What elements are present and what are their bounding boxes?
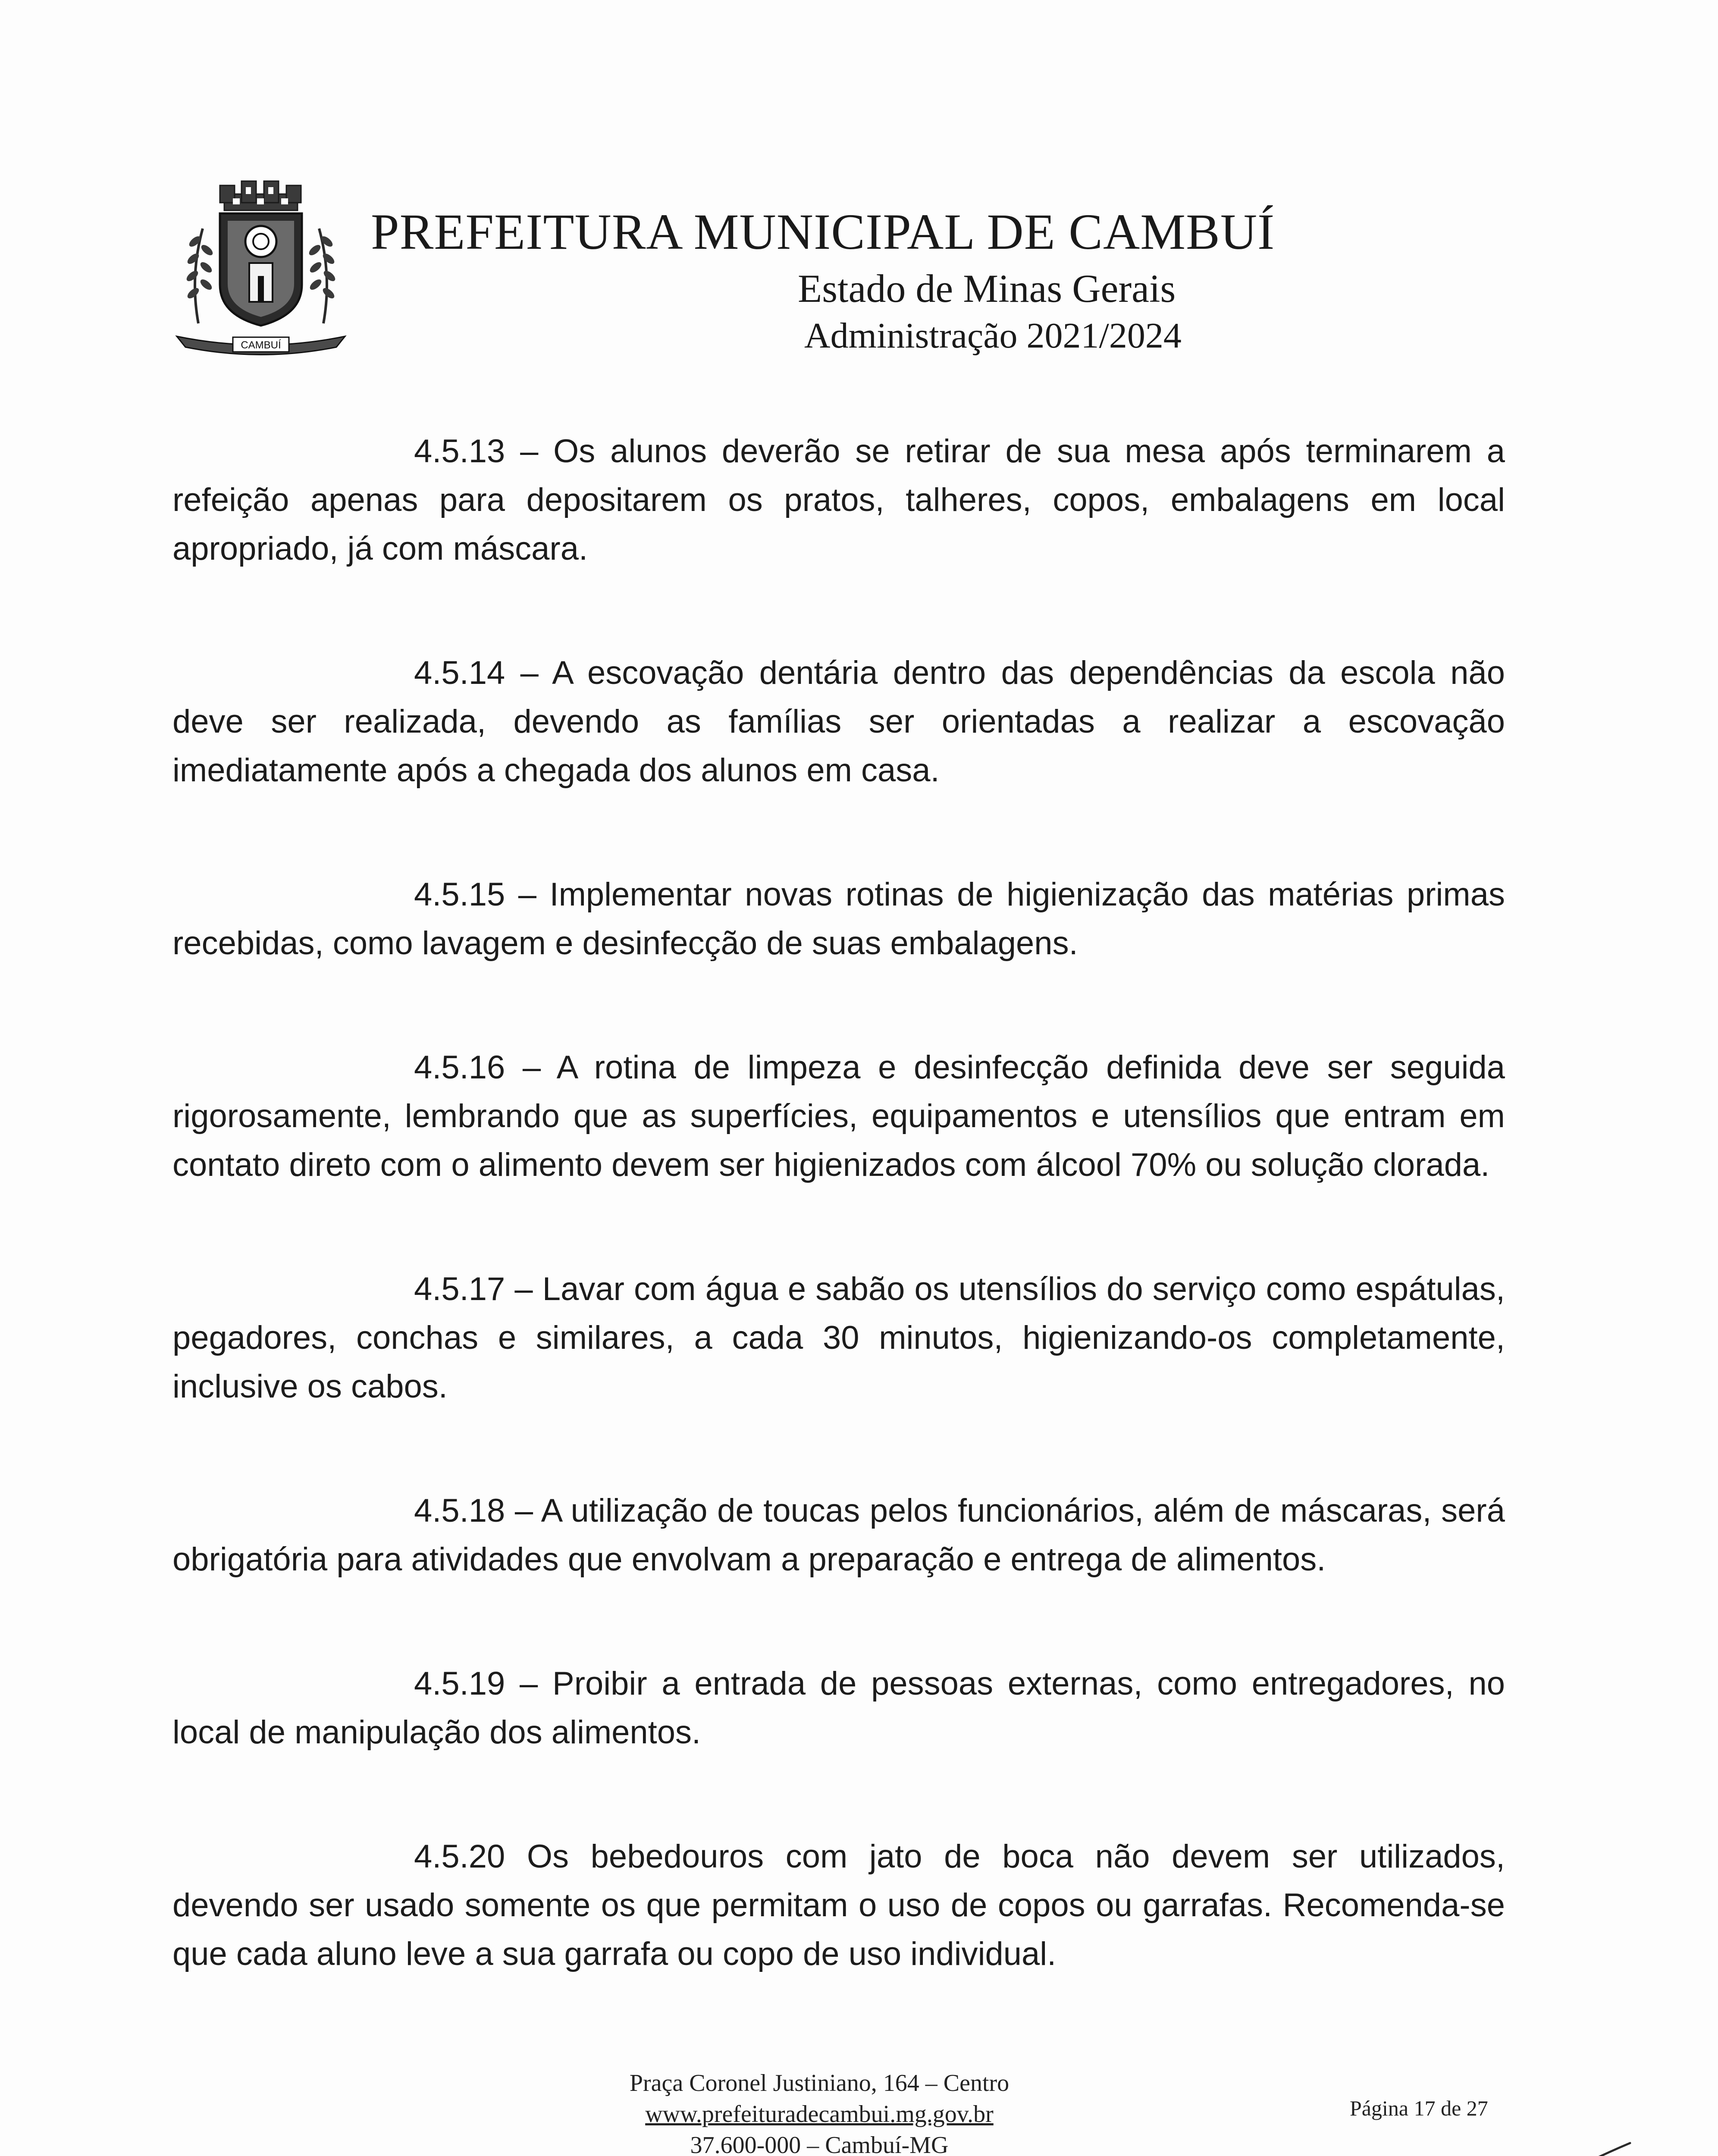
- state-name: Estado de Minas Gerais: [798, 266, 1176, 310]
- administration-period: Administração 2021/2024: [804, 316, 1182, 356]
- municipal-crest-icon: [172, 177, 349, 358]
- clause-4-5-20: 4.5.20 Os bebedouros com jato de boca não devem ser utilizados, devendo ser usado somente os que permitam o uso de copos ou garrafas. Recomenda-se que cada aluno leve a sua garrafa ou copo de uso individual.: [172, 1838, 1505, 1972]
- letterhead-text: [371, 203, 1535, 357]
- municipality-title: PREFEITURA MUNICIPAL DE CAMBUÍ: [371, 204, 1275, 260]
- clause-4-5-16: 4.5.16 – A rotina de limpeza e desinfecção definida deve ser seguida rigorosamente, lembrando que as superfícies, equipamentos e utensílios que entram em contato direto com o alimento devem ser higienizados com álcool 70% ou solução clorada.: [172, 1049, 1505, 1183]
- clause-4-5-18: 4.5.18 – A utilização de toucas pelos funcionários, além de máscaras, será obrigatória para atividades que envolvam a preparação e entrega de alimentos.: [172, 1492, 1505, 1578]
- clause-4-5-19: 4.5.19 – Proibir a entrada de pessoas externas, como entregadores, no local de manipulação dos alimentos.: [172, 1665, 1505, 1751]
- document-body: [172, 427, 1505, 2054]
- clause-4-5-15: 4.5.15 – Implementar novas rotinas de higienização das matérias primas recebidas, como lavagem e desinfecção de suas embalagens.: [172, 876, 1505, 962]
- clause-4-5-13: 4.5.13 – Os alunos deverão se retirar de sua mesa após terminarem a refeição apenas para depositarem os pratos, talheres, copos, embalagens em local apropriado, já com máscara.: [172, 433, 1505, 567]
- footer-website-link[interactable]: www.prefeituradecambui.mg.gov.br: [645, 2101, 994, 2128]
- clause-4-5-14: 4.5.14 – A escovação dentária dentro das dependências da escola não deve ser realizada, devendo as famílias ser orientadas a realizar a escovação imediatamente após a chegada dos alunos em casa.: [172, 655, 1505, 789]
- svg-text:CAMBUÍ: CAMBUÍ: [241, 339, 281, 351]
- footer-postal-code: 37.600-000 – Cambuí-MG: [690, 2132, 949, 2156]
- page-footer: [474, 2068, 1164, 2156]
- page-number: Página 17 de 27: [1350, 2096, 1488, 2120]
- letterhead: [172, 177, 1552, 367]
- clause-4-5-17: 4.5.17 – Lavar com água e sabão os utensílios do serviço como espátulas, pegadores, conchas e similares, a cada 30 minutos, higienizando-os completamente, inclusive os cabos.: [172, 1271, 1505, 1405]
- pen-stroke-mark-icon: [1483, 2139, 1643, 2156]
- footer-address: Praça Coronel Justiniano, 164 – Centro: [629, 2070, 1009, 2096]
